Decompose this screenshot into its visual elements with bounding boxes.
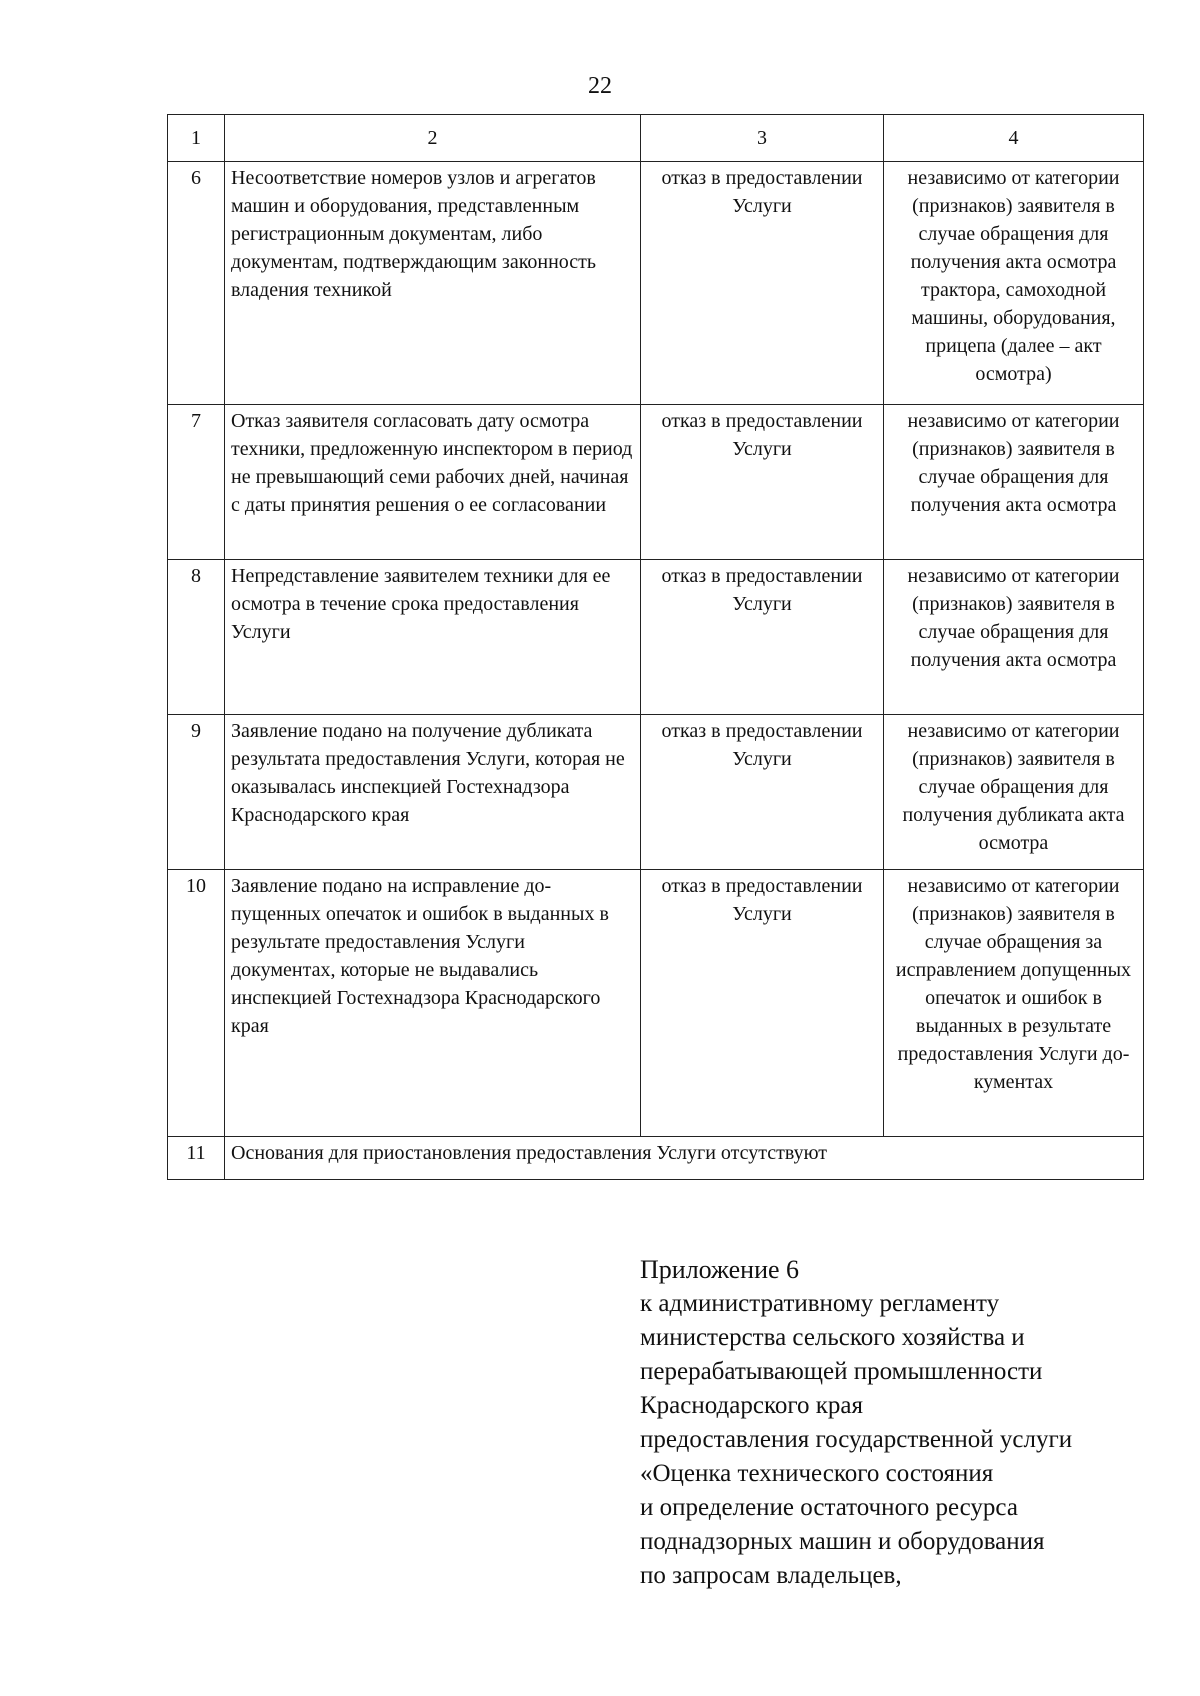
appendix-line: поднадзорных машин и оборудования	[640, 1528, 1045, 1555]
decision: отказ в предоставлении Услуги	[641, 405, 884, 560]
row-number: 6	[168, 162, 225, 405]
refusal-reason: Заявление подано на исправление допущенных опечаток и ошибок в выданных в результате предоставления Услуги документах, которые не выдавались инспекцией Гостехнадзора Краснодарского края	[225, 870, 641, 1137]
appendix-line: Краснодарского края	[640, 1392, 863, 1419]
decision: отказ в предоставлении Услуги	[641, 162, 884, 405]
applicability: независимо от категории (признаков) заявителя в случае обращения за исправлением допущенных опечаток и ошибок в выданных в результате предоставления Услуги документах	[884, 870, 1144, 1137]
suspension-grounds-statement: Основания для приостановления предоставления Услуги отсутствуют	[225, 1137, 1144, 1180]
table-header-row	[168, 115, 1144, 162]
appendix-line: и определение остаточного ресурса	[640, 1494, 1018, 1521]
appendix-line: к административному регламенту	[640, 1290, 1000, 1317]
refusal-reason: Отказ заявителя согласовать дату осмотра техники, предложенную инспектором в период не превышающий семи рабочих дней, начиная с даты принятия решения о ее согласовании	[225, 405, 641, 560]
refusal-reason: Непредставление заявителем техники для ее осмотра в течение срока предоставления Услуги	[225, 560, 641, 715]
decision: отказ в предоставлении Услуги	[641, 560, 884, 715]
row-number: 9	[168, 715, 225, 870]
row-number: 8	[168, 560, 225, 715]
appendix-line: «Оценка технического состояния	[640, 1460, 994, 1487]
refusal-reason: Несоответствие номеров узлов и агрегатов машин и оборудования, представленным регистрационным документам, либо документам, подтверждающим законность владения техникой	[225, 162, 641, 405]
table-row	[168, 560, 1144, 715]
table-row	[168, 715, 1144, 870]
applicability: независимо от категории (признаков) заявителя в случае обращения для получения акта осмотра	[884, 405, 1144, 560]
decision: отказ в предоставлении Услуги	[641, 870, 884, 1137]
table-row-final	[168, 1137, 1144, 1180]
table-row	[168, 870, 1144, 1137]
appendix-heading	[640, 1253, 1180, 1593]
appendix-title: Приложение 6	[640, 1255, 800, 1284]
appendix-line: перерабатывающей промышленности	[640, 1358, 1043, 1385]
table-row	[168, 405, 1144, 560]
appendix-line: по запросам владельцев,	[640, 1562, 902, 1589]
applicability: независимо от категории (признаков) заявителя в случае обращения для получения акта осмотра трактора, самоходной машины, оборудования, прицепа (далее – акт осмотра)	[884, 162, 1144, 405]
refusal-grounds-table	[167, 114, 1144, 1180]
column-header: 2	[225, 115, 641, 162]
page-number: 22	[588, 73, 612, 99]
decision: отказ в предоставлении Услуги	[641, 715, 884, 870]
column-header: 1	[168, 115, 225, 162]
row-number: 7	[168, 405, 225, 560]
applicability: независимо от категории (признаков) заявителя в случае обращения для получения акта осмотра	[884, 560, 1144, 715]
applicability: независимо от категории (признаков) заявителя в случае обращения для получения дубликата акта осмотра	[884, 715, 1144, 870]
row-number: 11	[168, 1137, 225, 1180]
column-header: 3	[641, 115, 884, 162]
column-header: 4	[884, 115, 1144, 162]
row-number: 10	[168, 870, 225, 1137]
refusal-reason: Заявление подано на получение дубликата результата предоставления Услуги, которая не оказывалась инспекцией Гостехнадзора Краснодарского края	[225, 715, 641, 870]
appendix-line: предоставления государственной услуги	[640, 1426, 1073, 1453]
table-row	[168, 162, 1144, 405]
appendix-line: министерства сельского хозяйства и	[640, 1324, 1025, 1351]
